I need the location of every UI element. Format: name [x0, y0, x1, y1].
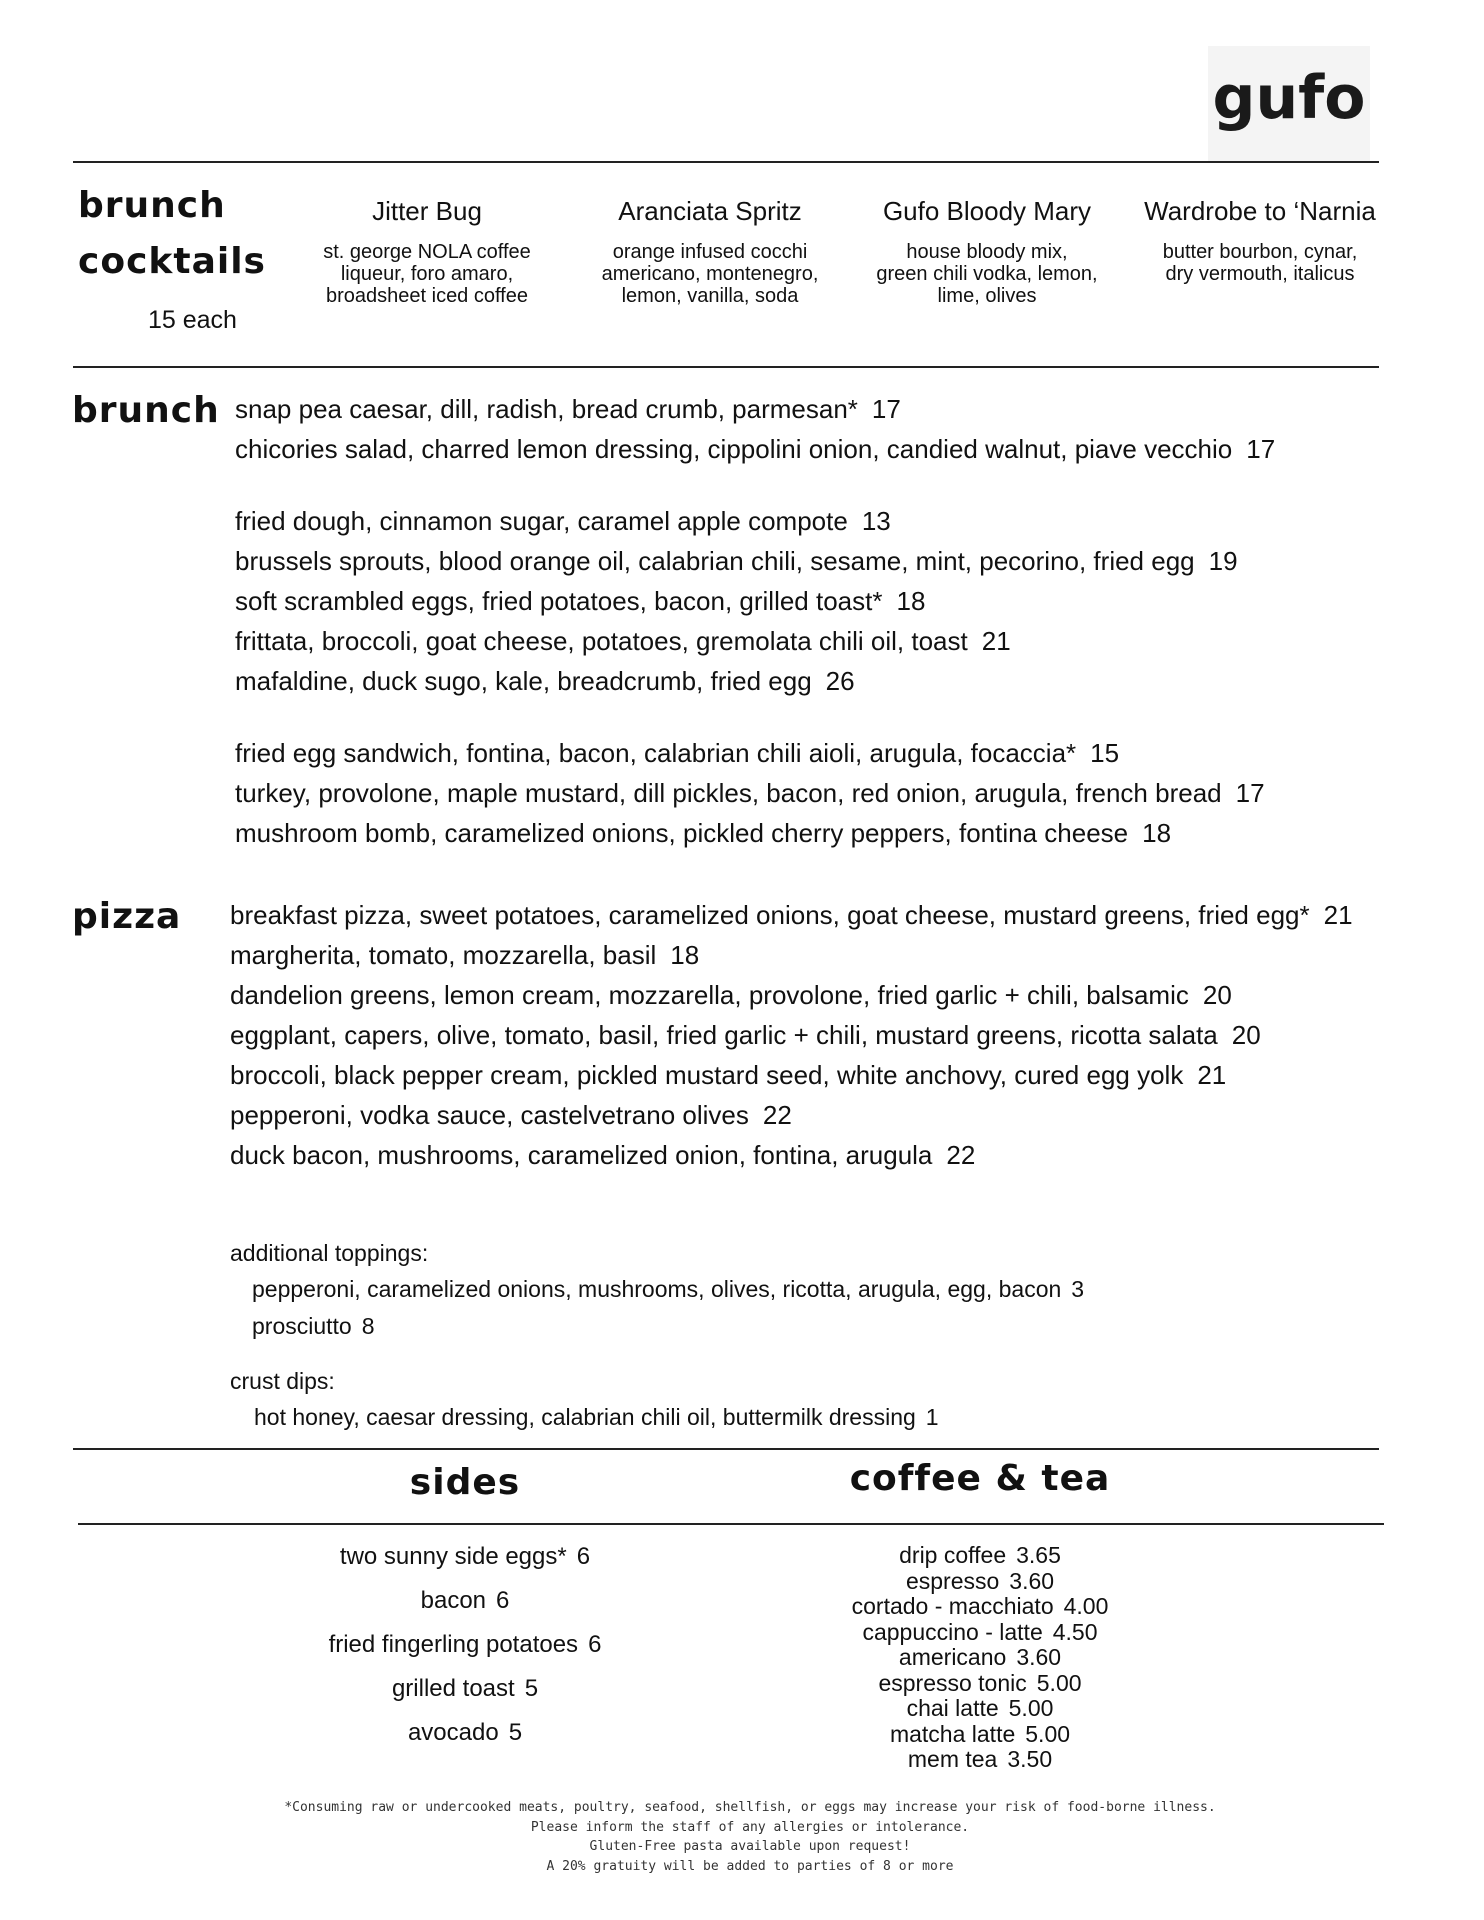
- cocktail-jitter-bug: [302, 196, 552, 307]
- item-text: mem tea: [907, 1746, 998, 1772]
- item-text: mushroom bomb, caramelized onions, pickled cherry peppers, fontina cheese: [235, 818, 1129, 848]
- item-price: 5: [508, 1719, 523, 1746]
- item-price: 4.00: [1063, 1593, 1109, 1619]
- cocktails-heading-line1: brunch: [78, 185, 226, 226]
- item-price: 20: [1202, 980, 1232, 1010]
- item-price: 18: [1142, 818, 1172, 848]
- item-price: 3.50: [1007, 1746, 1053, 1772]
- divider-pizza: [73, 1448, 1379, 1450]
- cocktail-desc-line: orange infused cocchi: [612, 241, 808, 263]
- sides-heading: sides: [409, 1462, 521, 1503]
- dip-item: [254, 1404, 939, 1431]
- footer-line: Please inform the staff of any allergies or intolerance.: [530, 1819, 970, 1835]
- item-price: 3: [1071, 1276, 1085, 1302]
- menu-item: [235, 506, 891, 537]
- cocktail-desc-line: green chili vodka, lemon,: [876, 263, 1098, 285]
- toppings-label: additional toppings:: [230, 1240, 429, 1266]
- cocktail-desc: [862, 241, 1112, 307]
- item-price: 17: [871, 394, 901, 424]
- footer-line: *Consuming raw or undercooked meats, poultry, seafood, shellfish, or eggs may increase your risk of food-borne illness.: [284, 1800, 1216, 1815]
- cocktail-desc-line: americano, montenegro,: [601, 263, 819, 285]
- item-text: espresso tonic: [878, 1669, 1027, 1696]
- item-price: 6: [496, 1587, 510, 1614]
- coffee-item: [820, 1543, 1140, 1569]
- cocktail-name: Wardrobe to ‘Narnia: [1144, 196, 1376, 226]
- item-text: turkey, provolone, maple mustard, dill pickles, bacon, red onion, arugula, french bread: [235, 778, 1222, 808]
- item-text: matcha latte: [889, 1720, 1016, 1747]
- cocktail-desc: [1130, 241, 1390, 285]
- item-text: broccoli, black pepper cream, pickled mustard seed, white anchovy, cured egg yolk: [230, 1060, 1184, 1090]
- item-text: pepperoni, caramelized onions, mushrooms, olives, ricotta, arugula, egg, bacon: [252, 1276, 1062, 1302]
- coffee-item: [820, 1620, 1140, 1646]
- item-price: 6: [576, 1543, 591, 1570]
- cocktail-wardrobe-to-narnia: [1130, 196, 1390, 285]
- menu-item: [230, 1060, 1226, 1091]
- item-price: 4.50: [1052, 1618, 1098, 1645]
- menu-item: [230, 1140, 975, 1171]
- side-item: [305, 1718, 625, 1762]
- item-text: grilled toast: [391, 1675, 515, 1702]
- item-price: 19: [1208, 546, 1238, 576]
- logo-text: gufo: [1212, 63, 1366, 133]
- item-text: snap pea caesar, dill, radish, bread crumb, parmesan*: [235, 394, 858, 424]
- item-price: 3.60: [1009, 1567, 1055, 1594]
- item-text: dandelion greens, lemon cream, mozzarella, provolone, fried garlic + chili, balsamic: [230, 980, 1189, 1010]
- cocktail-aranciata-spritz: [580, 196, 840, 307]
- item-text: chicories salad, charred lemon dressing, cippolini onion, candied walnut, piave vecchio: [235, 434, 1233, 464]
- brunch-heading: brunch: [72, 390, 220, 431]
- menu-item: [235, 434, 1275, 465]
- item-price: 18: [896, 586, 926, 616]
- cocktail-desc-line: lemon, vanilla, soda: [621, 285, 799, 307]
- item-text: cortado - macchiato: [851, 1593, 1054, 1619]
- item-text: pepperoni, vodka sauce, castelvetrano olives: [230, 1100, 749, 1130]
- item-price: 3.60: [1016, 1644, 1062, 1670]
- item-price: 6: [588, 1631, 602, 1658]
- dips-label: crust dips:: [230, 1368, 335, 1394]
- menu-item: [235, 626, 1011, 657]
- item-text: margherita, tomato, mozzarella, basil: [230, 940, 657, 970]
- item-price: 5.00: [1036, 1669, 1082, 1696]
- pizza-heading: pizza: [72, 896, 182, 937]
- item-text: eggplant, capers, olive, tomato, basil, fried garlic + chili, mustard greens, ricotta salata: [230, 1020, 1218, 1050]
- item-text: mafaldine, duck sugo, kale, breadcrumb, fried egg: [235, 666, 812, 696]
- cocktails-price-note: 15 each: [148, 306, 237, 334]
- item-price: 18: [670, 940, 700, 970]
- item-price: 20: [1231, 1020, 1261, 1050]
- menu-item: [235, 586, 925, 617]
- item-text: prosciutto: [252, 1313, 352, 1339]
- sides-list: [305, 1542, 625, 1762]
- item-text: fried egg sandwich, fontina, bacon, calabrian chili aioli, arugula, focaccia*: [235, 738, 1077, 768]
- item-price: 1: [925, 1404, 939, 1430]
- menu-item: [230, 1020, 1261, 1051]
- menu-item: [235, 394, 901, 425]
- item-text: hot honey, caesar dressing, calabrian chili oil, buttermilk dressing: [254, 1404, 916, 1430]
- item-price: 5: [524, 1675, 539, 1702]
- coffee-list: [820, 1543, 1140, 1773]
- coffee-item: [820, 1569, 1140, 1595]
- item-price: 21: [1197, 1060, 1227, 1090]
- item-text: americano: [898, 1644, 1007, 1670]
- item-price: 26: [825, 666, 855, 696]
- item-text: soft scrambled eggs, fried potatoes, bacon, grilled toast*: [235, 586, 883, 616]
- coffee-heading: coffee & tea: [849, 1458, 1111, 1499]
- side-item: [305, 1542, 625, 1586]
- cocktail-desc-line: dry vermouth, italicus: [1165, 263, 1355, 285]
- cocktails-heading-line2: cocktails: [78, 241, 266, 282]
- item-price: 17: [1246, 434, 1276, 464]
- divider-cocktails: [73, 366, 1379, 368]
- cocktail-name: Gufo Bloody Mary: [882, 196, 1092, 226]
- item-text: espresso: [905, 1567, 1000, 1594]
- side-item: [305, 1586, 625, 1630]
- item-text: brussels sprouts, blood orange oil, calabrian chili, sesame, mint, pecorino, fried egg: [235, 546, 1195, 576]
- item-price: 22: [946, 1140, 976, 1170]
- divider-top: [73, 161, 1379, 163]
- item-text: fried fingerling potatoes: [328, 1631, 579, 1658]
- item-text: drip coffee: [899, 1542, 1007, 1568]
- cocktail-desc-line: lime, olives: [937, 285, 1037, 307]
- cocktail-desc-line: butter bourbon, cynar,: [1162, 241, 1358, 263]
- item-price: 3.65: [1016, 1542, 1061, 1568]
- cocktail-desc-line: broadsheet iced coffee: [325, 285, 528, 307]
- coffee-item: [820, 1747, 1140, 1773]
- item-text: breakfast pizza, sweet potatoes, caramelized onions, goat cheese, mustard greens, fried egg*: [230, 900, 1310, 930]
- coffee-item: [820, 1594, 1140, 1620]
- item-text: two sunny side eggs*: [339, 1543, 567, 1570]
- item-price: 5.00: [1025, 1720, 1071, 1747]
- coffee-item: [820, 1696, 1140, 1722]
- cocktail-desc: [302, 241, 552, 307]
- menu-item: [230, 900, 1353, 931]
- cocktail-desc-line: st. george NOLA coffee: [323, 241, 531, 263]
- item-price: 22: [762, 1100, 792, 1130]
- coffee-item: [820, 1722, 1140, 1748]
- side-item: [305, 1674, 625, 1718]
- menu-item: [230, 1100, 792, 1131]
- footer-line: Gluten-Free pasta available upon request!: [589, 1839, 911, 1854]
- item-text: chai latte: [906, 1695, 999, 1721]
- menu-item: [235, 818, 1171, 849]
- cocktail-desc-line: house bloody mix,: [906, 241, 1068, 263]
- item-price: 13: [861, 506, 891, 536]
- menu-item: [230, 980, 1232, 1011]
- menu-item: [235, 778, 1265, 809]
- item-price: 21: [981, 626, 1011, 656]
- topping-item: [252, 1313, 375, 1340]
- divider-sides: [78, 1523, 1384, 1525]
- item-text: frittata, broccoli, goat cheese, potatoes, gremolata chili oil, toast: [235, 626, 968, 656]
- coffee-item: [820, 1671, 1140, 1697]
- item-price: 15: [1090, 738, 1120, 768]
- topping-item: [252, 1276, 1084, 1303]
- footer-notes: [200, 1798, 1300, 1876]
- footer-line: A 20% gratuity will be added to parties of 8 or more: [546, 1858, 954, 1874]
- item-price: 21: [1323, 900, 1353, 930]
- coffee-item: [820, 1645, 1140, 1671]
- cocktail-name: Aranciata Spritz: [618, 196, 802, 226]
- item-price: 17: [1235, 778, 1265, 808]
- cocktail-gufo-bloody-mary: [862, 196, 1112, 307]
- item-text: avocado: [407, 1719, 499, 1746]
- menu-item: [235, 738, 1119, 769]
- menu-item: [230, 940, 699, 971]
- cocktails-heading: [78, 178, 266, 290]
- menu-item: [235, 666, 855, 697]
- gufo-logo: [1208, 46, 1370, 162]
- item-text: bacon: [420, 1587, 487, 1614]
- cocktail-desc-line: liqueur, foro amaro,: [340, 263, 514, 285]
- cocktail-desc: [580, 241, 840, 307]
- item-price: 5.00: [1008, 1695, 1054, 1721]
- item-price: 8: [361, 1313, 375, 1339]
- item-text: duck bacon, mushrooms, caramelized onion, fontina, arugula: [230, 1140, 933, 1170]
- item-text: cappuccino - latte: [862, 1618, 1043, 1645]
- side-item: [305, 1630, 625, 1674]
- cocktail-name: Jitter Bug: [372, 196, 482, 226]
- item-text: fried dough, cinnamon sugar, caramel apple compote: [235, 506, 848, 536]
- menu-item: [235, 546, 1238, 577]
